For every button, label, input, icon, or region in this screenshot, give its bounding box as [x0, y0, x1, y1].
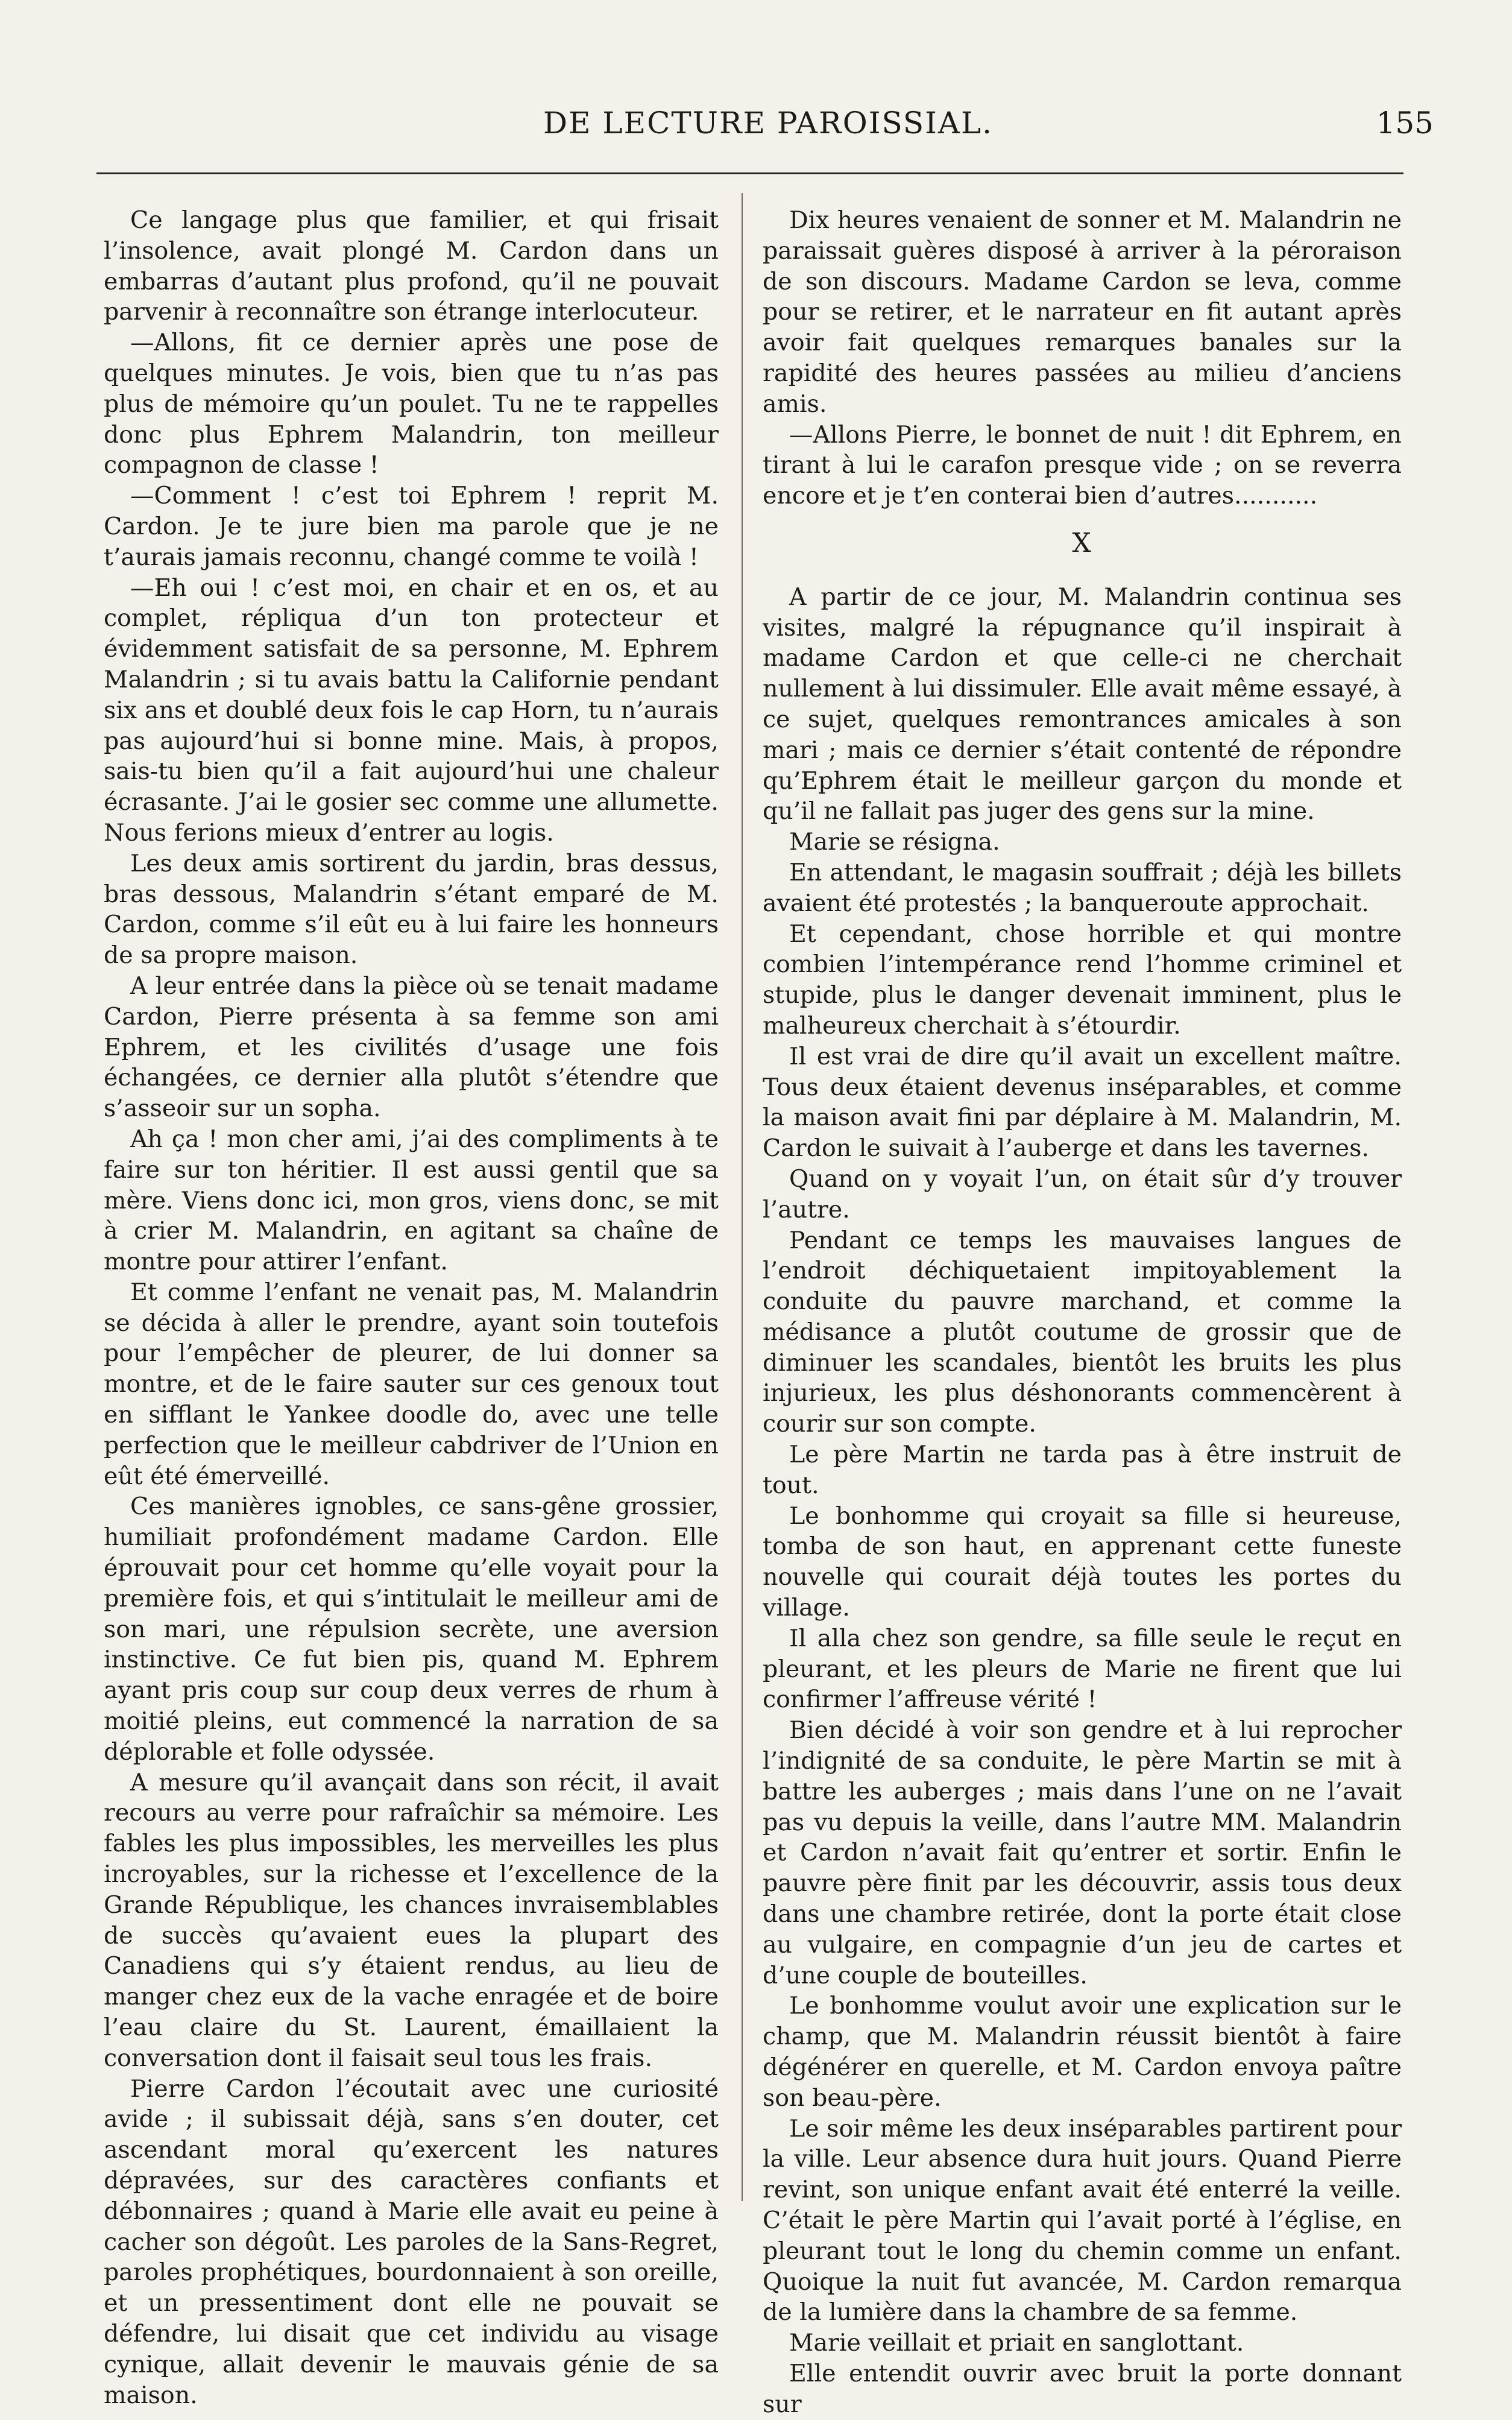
- paragraph: Le bonhomme qui croyait sa fille si heureuse, tomba de son haut, en apprenant cette funeste nouvelle qui courait déjà toutes les portes du village.: [763, 1502, 1402, 1622]
- paragraph: Le bonhomme voulut avoir une explication sur le champ, que M. Malandrin réussit bientôt à faire dégénérer en querelle, et M. Cardon envoya paître son beau-père.: [763, 1992, 1402, 2112]
- paragraph: Marie veillait et priait en sanglottant.: [789, 2329, 1244, 2357]
- paragraph: Et cependant, chose horrible et qui montre combien l’intempérance rend l’homme criminel et stupide, plus le danger devenait imminent, plus le malheureux cherchait à s’étourdir.: [763, 920, 1402, 1040]
- paragraph: A partir de ce jour, M. Malandrin continua ses visites, malgré la répugnance qu’il inspirait à madame Cardon et que celle-ci ne cherchait nullement à lui dissimuler. Elle avait même essayé, à ce sujet, quelques remontrances amicales à son mari ; mais ce dernier s’était contenté de répondre qu’Ephrem était le meilleur garçon du monde et qu’il ne fallait pas juger des gens sur la mine.: [763, 583, 1402, 826]
- paragraph: Pendant ce temps les mauvaises langues de l’endroit déchiquetaient impitoyablement la conduite du pauvre marchand, et comme la médisance a plutôt coutume de grossir que de diminuer les scandales, bientôt les bruits les plus injurieux, les plus déshonorants commencèrent à courir sur son compte.: [763, 1226, 1402, 1438]
- paragraph: —Allons, fit ce dernier après une pose de quelques minutes. Je vois, bien que tu n’as pas plus de mémoire qu’un poulet. Tu ne te rappelles donc plus Ephrem Malandrin, ton meilleur compagnon de classe !: [104, 329, 719, 479]
- right-column: [763, 205, 1402, 2420]
- paragraph: Bien décidé à voir son gendre et à lui reprocher l’indignité de sa conduite, le père Martin se mit à battre les auberges ; mais dans l’une on ne l’avait pas vu depuis la veille, dans l’autre MM. Malandrin et Cardon n’avait fait qu’entrer et sortir. Enfin le pauvre père finit par les découvrir, assis tous deux dans une chambre retirée, dont la porte était close au vulgaire, en compagnie d’un jeu de cartes et d’une couple de bouteilles.: [763, 1716, 1402, 1989]
- paragraph: —Allons Pierre, le bonnet de nuit ! dit Ephrem, en tirant à lui le carafon presque vide ; on se reverra encore et je t’en conterai bien d’autres...........: [763, 420, 1402, 510]
- paragraph: Ce langage plus que familier, et qui frisait l’insolence, avait plongé M. Cardon dans un embarras d’autant plus profond, qu’il ne pouvait parvenir à reconnaître son étrange interlocuteur.: [104, 206, 719, 326]
- paragraph: En attendant, le magasin souffrait ; déjà les billets avaient été protestés ; la banqueroute approchait.: [763, 858, 1402, 917]
- page-number: 155: [1376, 106, 1434, 141]
- paragraph: Quand on y voyait l’un, on était sûr d’y trouver l’autre.: [763, 1164, 1402, 1224]
- paragraph: Dix heures venaient de sonner et M. Malandrin ne paraissait guères disposé à arriver à la péroraison de son discours. Madame Cardon se leva, comme pour se retirer, et le narrateur en fit autant après avoir fait quelques remarques banales sur la rapidité des heures passées au milieu d’anciens amis.: [763, 206, 1402, 418]
- paragraph: —Comment ! c’est toi Ephrem ! reprit M. Cardon. Je te jure bien ma parole que je ne t’aurais jamais reconnu, changé comme te voilà !: [104, 482, 719, 571]
- paragraph: A leur entrée dans la pièce où se tenait madame Cardon, Pierre présenta à sa femme son ami Ephrem, et les civilités d’usage une fois échangées, ce dernier alla plutôt s’étendre que s’asseoir sur un sopha.: [104, 971, 719, 1123]
- paragraph: Le soir même les deux inséparables partirent pour la ville. Leur absence dura huit jours. Quand Pierre revint, son unique enfant avait été enterré la veille. C’était le père Martin qui l’avait porté à l’église, en pleurant tout le long du chemin comme un enfant. Quoique la nuit fut avancée, M. Cardon remarqua de la lumière dans la chambre de sa femme.: [763, 2114, 1402, 2327]
- paragraph: Il alla chez son gendre, sa fille seule le reçut en pleurant, et les pleurs de Marie ne firent que lui confirmer l’affreuse vérité !: [763, 1624, 1402, 1714]
- running-title: DE LECTURE PAROISSIAL.: [543, 106, 994, 141]
- paragraph: Le père Martin ne tarda pas à être instruit de tout.: [763, 1441, 1402, 1499]
- left-column: [104, 205, 719, 2410]
- column-divider: [742, 193, 743, 2201]
- paragraph: Ah ça ! mon cher ami, j’ai des compliments à te faire sur ton héritier. Il est aussi gentil que sa mère. Viens donc ici, mon gros, viens donc, se mit à crier M. Malandrin, en agitant sa chaîne de montre pour attirer l’enfant.: [104, 1125, 719, 1276]
- paragraph: Pierre Cardon l’écoutait avec une curiosité avide ; il subissait déjà, sans s’en douter, cet ascendant moral qu’exercent les natures dépravées, sur des caractères confiants et débonnaires ; quand à Marie elle avait eu peine à cacher son dégoût. Les paroles de la Sans-Regret, paroles prophétiques, bourdonnaient à son oreille, et un pressentiment dont elle ne pouvait se défendre, lui disait que cet individu au visage cynique, allait devenir le mauvais génie de sa maison.: [104, 2074, 719, 2409]
- paragraph: Et comme l’enfant ne venait pas, M. Malandrin se décida à aller le prendre, ayant soin toutefois pour l’empêcher de pleurer, de lui donner sa montre, et de le faire sauter sur ces genoux tout en sifflant le Yankee doodle do, avec une telle perfection que le meilleur cabdriver de l’Union en eût été émerveillé.: [104, 1278, 719, 1490]
- chapter-heading: X: [1072, 527, 1092, 558]
- page-header: [96, 106, 1440, 154]
- paragraph: A mesure qu’il avançait dans son récit, il avait recours au verre pour rafraîchir sa mémoire. Les fables les plus impossibles, les merveilles les plus incroyables, sur la richesse et l’excellence de la Grande République, les chances invraisemblables de succès qu’avaient eues la plupart des Canadiens qui s’y étaient rendus, au lieu de manger chez eux de la vache enragée et de boire l’eau claire du St. Laurent, émaillaient la conversation dont il faisait seul tous les frais.: [104, 1768, 719, 2072]
- paragraph: Elle entendit ouvrir avec bruit la porte donnant sur: [763, 2359, 1402, 2418]
- paragraph: —Eh oui ! c’est moi, en chair et en os, et au complet, répliqua d’un ton protecteur et évidemment satisfait de sa personne, M. Ephrem Malandrin ; si tu avais battu la Californie pendant six ans et doublé deux fois le cap Horn, tu n’aurais pas aujourd’hui si bonne mine. Mais, à propos, sais-tu bien qu’il a fait aujourd’hui une chaleur écrasante. J’ai le gosier sec comme une allumette. Nous ferions mieux d’entrer au logis.: [104, 573, 719, 847]
- paragraph: Marie se résigna.: [789, 828, 1000, 856]
- header-rule: [96, 172, 1403, 174]
- paragraph: Les deux amis sortirent du jardin, bras dessus, bras dessous, Malandrin s’étant emparé de M. Cardon, comme s’il eût eu à lui faire les honneurs de sa propre maison.: [104, 849, 719, 970]
- paragraph: Ces manières ignobles, ce sans-gêne grossier, humiliait profondément madame Cardon. Elle éprouvait pour cet homme qu’elle voyait pour la première fois, et qui s’intitulait le meilleur ami de son mari, une répulsion secrète, une aversion instinctive. Ce fut bien pis, quand M. Ephrem ayant pris coup sur coup deux verres de rhum à moitié pleins, eut commencé la narration de sa déplorable et folle odyssée.: [104, 1493, 719, 1766]
- paragraph: Il est vrai de dire qu’il avait un excellent maître. Tous deux étaient devenus inséparables, et comme la maison avait fini par déplaire à M. Malandrin, M. Cardon le suivait à l’auberge et dans les tavernes.: [763, 1042, 1402, 1163]
